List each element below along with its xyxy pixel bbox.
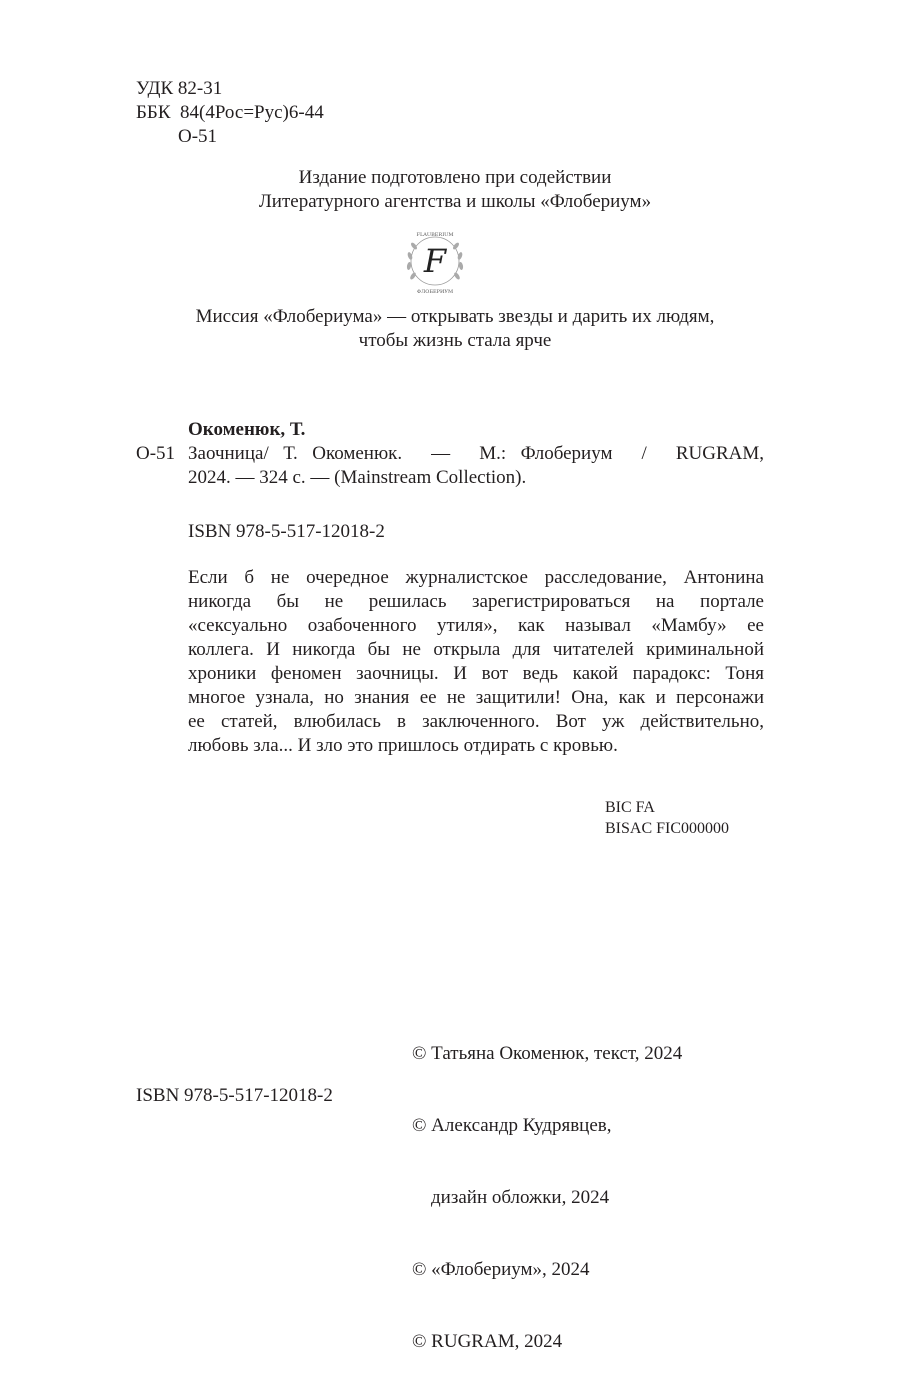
catalog-line: Заочница/ Т. Окоменюк. — М.: Флобериум / RUGRAM, [188,443,764,464]
annotation-line: Если б не очередное журналистское расследование, Антонина [188,567,764,588]
annotation-line: никогда бы не решилась зарегистрироваться на портале [188,591,764,612]
catalog-line: 2024. — 324 с. — (Mainstream Collection). [188,467,527,488]
support-line: Литературного агентства и школы «Флобериум» [258,191,652,212]
catalog-code: О-51 [136,443,176,464]
copyright-line: © Татьяна Окоменюк, текст, 2024 [412,1043,683,1064]
bic-code: BIC FA [605,799,655,816]
flauberium-logo [400,226,470,296]
catalog-author: Окоменюк, Т. [188,419,306,440]
author-mark: О-51 [178,126,218,147]
annotation-line: хроники феномен заочницы. И вот ведь какой парадокс: Тоня [188,663,764,684]
mission-line: Миссия «Флобериума» — открывать звезды и дарить их людям, [195,306,715,327]
udk-code: УДК 82-31 [136,78,223,99]
annotation-line: коллега. И никогда бы не открыла для читателей криминальной [188,639,764,660]
support-line: Издание подготовлено при содействии [298,167,612,188]
copyright-line: © Александр Кудрявцев, [412,1115,612,1136]
bbk-code: ББК 84(4Рос=Рус)6-44 [136,102,324,123]
mission-line: чтобы жизнь стала ярче [358,330,552,351]
annotation-line: «сексуально озабоченного утиля», как называл «Мамбу» ее [188,615,764,636]
annotation-line: любовь зла... И зло это пришлось отдирать с кровью. [188,735,618,756]
copyright-line: дизайн обложки, 2024 [412,1187,610,1208]
catalog-isbn: ISBN 978-5-517-12018-2 [188,521,385,542]
copyright-line: © «Флобериум», 2024 [412,1259,590,1280]
logo-letter: F [423,242,447,280]
footer-isbn: ISBN 978-5-517-12018-2 [136,1085,333,1106]
catalog-entry [188,442,764,490]
annotation-line: многое узнала, но знания ее не защитили! Она, как и персонажи [188,687,764,708]
annotation-line: ее статей, влюбилась в заключенного. Вот уж действительно, [188,711,764,732]
support-statement [0,166,900,214]
logo-top-text: FLAUBERIUM [416,232,454,238]
mission-statement [0,305,900,353]
annotation [188,566,764,758]
bisac-code: BISAC FIC000000 [605,820,730,837]
logo-bottom-text: ФЛОБЕРИУМ [416,289,454,295]
copyright-block [412,994,682,1378]
copyright-line: © RUGRAM, 2024 [412,1331,563,1352]
